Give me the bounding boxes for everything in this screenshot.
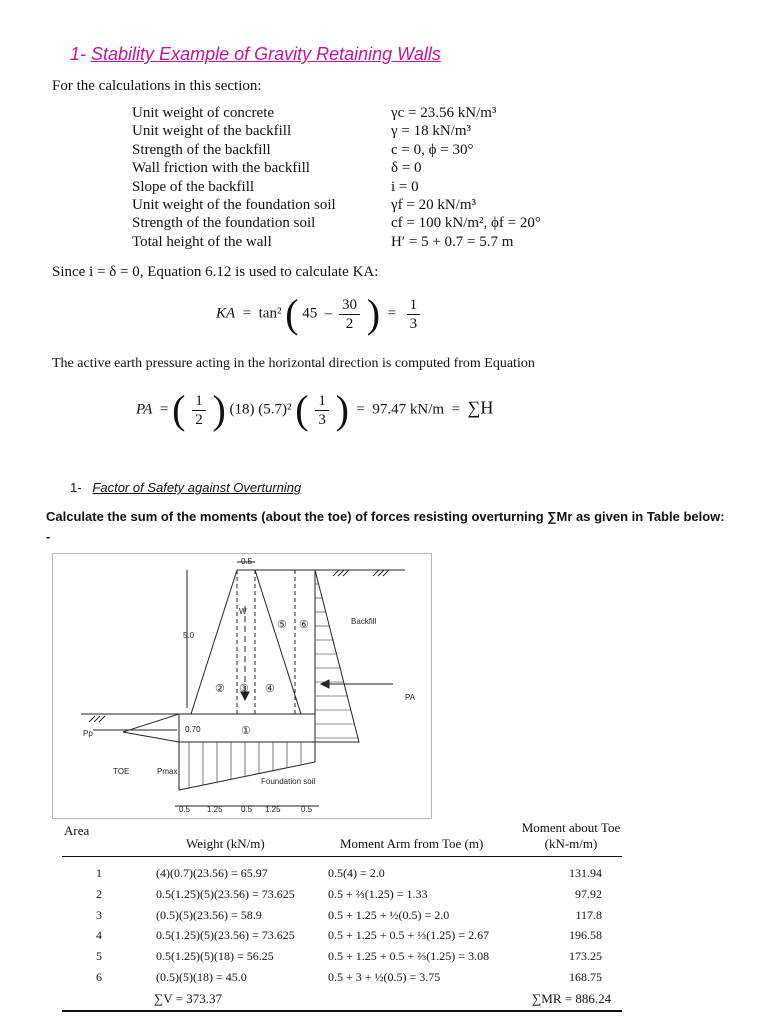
moment-cell: 97.92 <box>575 886 602 901</box>
area-cell: 4 <box>96 928 102 943</box>
bottom-dim-3: 0.5 <box>241 805 253 814</box>
arm-cell: 0.5 + 1.25 + 0.5 + ⅔(1.25) = 3.08 <box>328 949 490 964</box>
ka-rden: 3 <box>409 315 418 332</box>
ground-hatch <box>333 570 389 576</box>
fos-heading <box>70 480 301 495</box>
arm-cell: 0.5 + ⅔(1.25) = 1.33 <box>328 886 428 901</box>
weight-cell: 0.5(1.25)(5)(23.56) = 73.625 <box>156 886 295 901</box>
ka-eq1: = <box>242 305 252 322</box>
ka-num: 30 <box>339 296 360 315</box>
parameter-value: γ = 18 kN/m³ <box>391 123 472 140</box>
parameter-row <box>132 178 592 196</box>
parameter-value: δ = 0 <box>391 160 422 177</box>
ka-fraction <box>339 296 360 333</box>
active-pressure-diagram <box>315 570 359 742</box>
moment-header <box>516 820 626 852</box>
table-row <box>62 905 622 926</box>
top-dim-label: 0.5 <box>241 557 253 566</box>
pa-f2num: 1 <box>315 392 329 411</box>
area-cell: 6 <box>96 969 102 984</box>
right-paren: ) <box>335 387 349 432</box>
table-row <box>62 925 622 946</box>
height-dim-label: 5.0 <box>183 631 195 640</box>
arm-cell: 0.5(4) = 2.0 <box>328 866 385 880</box>
parameter-label: Strength of the foundation soil <box>132 215 316 232</box>
weight-header: Weight (kN/m) <box>186 836 265 851</box>
fos-title: Factor of Safety against Overturning <box>92 480 302 495</box>
parameter-row <box>132 196 592 214</box>
ka-rnum: 1 <box>407 296 421 315</box>
pa-sum: ∑H <box>467 397 494 418</box>
weight-label: W <box>239 607 247 616</box>
toe-label: TOE <box>113 767 130 776</box>
parameter-value: cf = 100 kN/m², ϕf = 20° <box>391 215 541 232</box>
since-text: Since i = δ = 0, Equation 6.12 is used to calculate KA: <box>52 264 379 280</box>
parameter-row <box>132 104 592 122</box>
bottom-dim-4: 1.25 <box>265 805 281 814</box>
calc-instruction: Calculate the sum of the moments (about the toe) of forces resisting overturning ∑Mr as given in Table below: - <box>46 509 725 544</box>
table-row <box>62 863 622 884</box>
area-cell: 1 <box>96 866 102 880</box>
moment-table <box>62 820 622 1012</box>
parameter-label: Unit weight of concrete <box>132 105 275 121</box>
parameter-value: c = 0, ϕ = 30° <box>391 141 474 158</box>
active-pressure-text: The active earth pressure acting in the horizontal direction is computed from Equation <box>52 356 535 371</box>
pa-fraction-1 <box>192 392 206 429</box>
pa-equation <box>136 387 494 432</box>
right-paren: ) <box>366 291 381 336</box>
area-cell: 5 <box>96 949 102 964</box>
table-row <box>62 967 622 988</box>
area-3-label: ③ <box>239 683 249 695</box>
pa-eq3: = <box>451 401 461 418</box>
parameter-row <box>132 159 592 177</box>
arm-cell: 0.5 + 1.25 + 0.5 + ⅓(1.25) = 2.67 <box>328 928 490 943</box>
right-paren: ) <box>212 387 226 432</box>
moment-cell: 173.25 <box>569 949 602 964</box>
weight-cell: 0.5(1.25)(5)(23.56) = 73.625 <box>156 928 295 943</box>
pa-f1den: 2 <box>195 411 203 428</box>
passive-pressure-diagram <box>123 714 179 742</box>
table-row <box>62 884 622 905</box>
base-dim-label: 0.70 <box>185 725 201 734</box>
parameter-label: Slope of the backfill <box>132 178 255 195</box>
parameter-label: Wall friction with the backfill <box>132 160 310 177</box>
title-text: Stability Example of Gravity Retaining Walls <box>91 44 441 64</box>
retaining-wall-figure <box>52 553 432 819</box>
table-row <box>62 946 622 967</box>
left-paren: ( <box>172 387 186 432</box>
backfill-label: Backfill <box>351 617 377 626</box>
ka-fn: tan² <box>258 305 282 322</box>
sum-v: ∑V = 373.37 <box>154 990 223 1006</box>
area-6-label: ⑥ <box>299 619 309 631</box>
pa-result: 97.47 kN/m <box>372 401 445 418</box>
left-paren: ( <box>285 291 299 336</box>
area-5-label: ⑤ <box>277 619 287 631</box>
ka-a: 45 <box>302 305 318 322</box>
bottom-dim-1: 0.5 <box>179 805 191 814</box>
moment-cell: 196.58 <box>569 928 602 943</box>
pa-lhs: PA <box>136 401 153 418</box>
moment-cell: 131.94 <box>569 866 602 880</box>
table-totals <box>62 988 622 1012</box>
fos-number: 1- <box>70 480 82 495</box>
ka-eq2: = <box>387 305 397 322</box>
arm-header: Moment Arm from Toe (m) <box>340 836 484 851</box>
moment-header-line-1: Moment about Toe <box>521 820 621 835</box>
weight-cell: (0.5)(5)(18) = 45.0 <box>156 969 247 984</box>
area-1-label: ① <box>241 725 251 737</box>
ka-result-fraction <box>407 296 421 333</box>
area-cell: 2 <box>96 886 102 901</box>
pa-fraction-2 <box>315 392 329 429</box>
moment-cell: 117.8 <box>575 907 602 922</box>
sum-mr: ∑MR = 886.24 <box>532 990 612 1006</box>
pa-f2den: 3 <box>318 411 326 428</box>
bottom-dim-5: 0.5 <box>301 805 313 814</box>
ka-den: 2 <box>345 315 354 332</box>
weight-cell: (4)(0.7)(23.56) = 65.97 <box>156 866 268 880</box>
area-cell: 3 <box>96 907 102 922</box>
left-paren: ( <box>295 387 309 432</box>
parameters-list <box>132 104 592 251</box>
pa-f1num: 1 <box>192 392 206 411</box>
pa-eq2: = <box>356 401 365 418</box>
pmax-label: Pmax <box>157 767 178 776</box>
page-title <box>70 44 441 65</box>
arm-cell: 0.5 + 3 + ½(0.5) = 3.75 <box>328 969 441 984</box>
bottom-dim-2: 1.25 <box>207 805 223 814</box>
area-4-label: ④ <box>265 683 275 695</box>
parameter-row <box>132 214 592 232</box>
ka-minus: – <box>324 305 333 322</box>
parameter-row <box>132 233 592 251</box>
ka-lhs: KA <box>216 305 236 322</box>
parameter-value: γf = 20 kN/m³ <box>391 196 476 213</box>
parameter-value: i = 0 <box>391 178 419 195</box>
area-2-label: ② <box>215 683 225 695</box>
table-header <box>62 820 622 857</box>
wall-diagram <box>53 554 431 818</box>
pa-arrowhead <box>321 680 329 688</box>
pa-mid: (18) (5.7)² <box>229 401 292 418</box>
parameter-label: Strength of the backfill <box>132 141 271 158</box>
toe-hatch <box>89 716 105 722</box>
parameter-value: H′ = 5 + 0.7 = 5.7 m <box>391 233 514 250</box>
pa-label: PA <box>405 693 416 702</box>
moment-header-line-2: (kN-m/m) <box>544 836 598 851</box>
foundation-label: Foundation soil <box>261 777 316 786</box>
arm-cell: 0.5 + 1.25 + ½(0.5) = 2.0 <box>328 907 450 922</box>
parameter-row <box>132 122 592 140</box>
parameter-row <box>132 141 592 159</box>
pp-label: Pp <box>83 729 93 738</box>
intro-text: For the calculations in this section: <box>52 78 262 94</box>
parameter-label: Total height of the wall <box>132 233 272 250</box>
weight-cell: (0.5)(5)(23.56) = 58.9 <box>156 907 262 922</box>
parameter-value: γc = 23.56 kN/m³ <box>391 105 497 121</box>
ka-equation <box>216 291 423 336</box>
area-header: Area <box>64 823 90 838</box>
moment-cell: 168.75 <box>569 969 602 984</box>
parameter-label: Unit weight of the foundation soil <box>132 196 336 213</box>
title-number: 1- <box>70 44 87 64</box>
parameter-label: Unit weight of the backfill <box>132 123 292 140</box>
pa-eq1: = <box>159 401 169 418</box>
weight-cell: 0.5(1.25)(5)(18) = 56.25 <box>156 949 274 964</box>
